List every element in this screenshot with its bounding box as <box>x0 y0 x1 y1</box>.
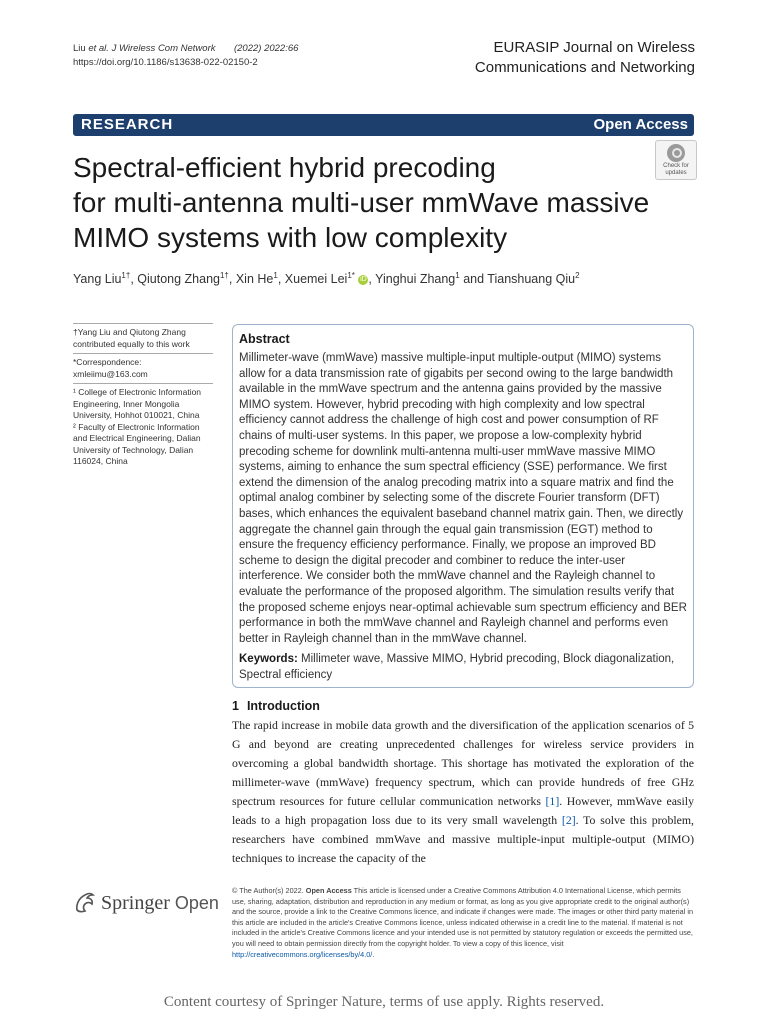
article-type-bar <box>73 114 694 136</box>
author[interactable]: Xin He$^1$ <box>235 271 278 287</box>
doi-link[interactable]: https://doi.org/10.1186/s13638-022-02150-2 <box>73 57 258 68</box>
springer-horse-icon <box>73 890 97 916</box>
author[interactable]: Yinghui Zhang$^1$ <box>375 271 460 287</box>
divider <box>73 323 213 324</box>
equal-contribution-note: †Yang Liu and Qiutong Zhang contributed equally to this work <box>73 327 213 350</box>
journal-line2: Communications and Networking <box>474 59 695 76</box>
article-title <box>73 150 663 255</box>
abstract-box <box>232 324 694 688</box>
reference-link[interactable]: [2] <box>561 813 576 827</box>
author[interactable]: Xuemei Lei$^{1*}$ <box>284 271 355 287</box>
title-line2: for multi-antenna multi-user mmWave massive <box>73 187 650 218</box>
introduction-paragraph: The rapid increase in mobile data growth and the diversification of the application scenarios of 5 G and beyond are creating unprecedented challenges for wireless service providers in overcoming a global bandwidth shortage. This shortage has motivated the exploration of the millimeter-wave (mmWave) frequency spectrum, which can provide hundreds of free GHz spectrum resources for future cellular communication networks [1]. However, mmWave easily leads to a high propagation loss due to its very small wavelength [2]. To solve this problem, researchers have combined mmWave and massive multiple-input multiple-output (MIMO) techniques to increase the capacity of the <box>232 718 694 865</box>
journal-line1: EURASIP Journal on Wireless <box>493 39 695 56</box>
orcid-icon[interactable]: iD <box>360 275 367 283</box>
footer-notice: Content courtesy of Springer Nature, terms of use apply. Rights reserved. <box>163 994 605 1010</box>
affiliations-block <box>73 387 213 468</box>
abstract-text: Millimeter-wave (mmWave) massive multiple-input multiple-output (MIMO) systems allow for a data transmission rate of gigabits per second owing to the large bandwidth available in the mmWave spectrum and the antenna gains provided by the massive MIMO system. However, hybrid precoding with high complexity and low spectral efficiency cannot address the challenge of high cost and power consumption of RF chains of multi-user systems. In this paper, we propose a low-complexity hybrid precoding scheme for downlink multi-antenna multi-user mmWave massive MIMO systems, aiming to enhance the sum spectral efficiency (SSE) performance. We first extend the dimension of the analog precoding matrix into a square matrix and find the optimal analog combiner by selecting some of the discrete Fourier transform (DFT) bases, which enhances the equivalent baseband channel matrix gain. Then, we directly aggregate the channel gain through the equal gain transmission (EGT) method to ensure the frequency efficiency performance. Finally, we propose an improved BD scheme to design the digital precoder and combiner to reduce the inter-user interference. We consider both the mmWave channel and the Rayleigh channel to evaluate the performance of the proposed algorithm. The simulation results verify that the proposed scheme enjoys near-optimal achievable sum spectrum efficiency and BER performance in both the mmWave channel and Rayleigh channel and performs even better in Rayleigh channel than in the mmWave channel. <box>239 352 687 645</box>
license-text: © The Author(s) 2022. Open Access This article is licensed under a Creative Commons Attribution 4.0 International License, which permits use, sharing, adaptation, distribution and reproduction in any medium or format, as long as you give appropriate credit to the original author(s) and the source, provide a link to the Creative Commons licence, and indicate if changes were made. The images or other third party material in this article are included in the article's Creative Commons licence, unless indicated otherwise in a credit line to the material. If material is not included in the article's Creative Commons licence and your intended use is not permitted by statutory regulation or exceeds the permitted use, you will need to obtain permission directly from the copyright holder. To view a copy of this licence, visit http://creativecommons.org/licenses/by/4.0/. <box>232 886 694 959</box>
author-list: Yang Liu$^{1\dagger}$, Qiutong Zhang$^{1\dagger}$, Xin He$^1$, Xuemei Lei$^{1*}$ iD , Yinghui Zhang$^1$ and Tianshuang Qiu$^2$ <box>73 271 580 287</box>
springer-open-logo: Springer Open <box>73 890 218 916</box>
badge-line1: Check for <box>663 163 689 169</box>
affiliation-2: ² Faculty of Electronic Information and Electrical Engineering, Dalian University of Technology, Dalian 116024, China <box>73 421 201 466</box>
title-line3: MIMO systems with low complexity <box>73 222 508 253</box>
citation-journal: J Wireless Com Network <box>108 43 216 54</box>
divider <box>73 353 213 354</box>
reference-link[interactable]: [1] <box>545 794 560 808</box>
keywords-text: Millimeter wave, Massive MIMO, Hybrid precoding, Block diagonalization, Spectral efficiency <box>239 653 675 681</box>
correspondence-label: *Correspondence: <box>73 357 142 367</box>
author[interactable]: Yang Liu$^{1\dagger}$ <box>73 271 131 287</box>
citation-year: (2022) 2022:66 <box>233 43 299 54</box>
author[interactable]: Tianshuang Qiu$^2$ <box>487 271 580 287</box>
section-heading: 1 Introduction <box>232 699 320 713</box>
affiliation-1: ¹ College of Electronic Information Engineering, Inner Mongolia University, Hohhot 010021, China <box>73 387 202 420</box>
correspondence-block <box>73 357 213 380</box>
check-for-updates-badge[interactable] <box>655 140 697 180</box>
open-access-label: Open Access <box>593 116 688 133</box>
citation-block <box>73 42 298 70</box>
keywords-label: Keywords: <box>239 653 298 665</box>
research-label: RESEARCH <box>81 116 174 133</box>
badge-line2: updates <box>665 170 687 176</box>
correspondence-email[interactable]: xmleiimu@163.com <box>73 368 148 379</box>
divider <box>73 383 213 384</box>
keywords <box>239 652 689 683</box>
crossmark-icon <box>667 144 685 162</box>
author[interactable]: Qiutong Zhang$^{1\dagger}$ <box>137 271 229 287</box>
license-link[interactable]: http://creativecommons.org/licenses/by/4.0/ <box>232 949 373 959</box>
citation-etal: et al. <box>88 43 109 54</box>
journal-name <box>475 38 695 78</box>
abstract-heading: Abstract <box>239 332 290 346</box>
citation-authors: Liu <box>73 43 89 54</box>
title-line1: Spectral-efficient hybrid precoding <box>73 152 496 183</box>
